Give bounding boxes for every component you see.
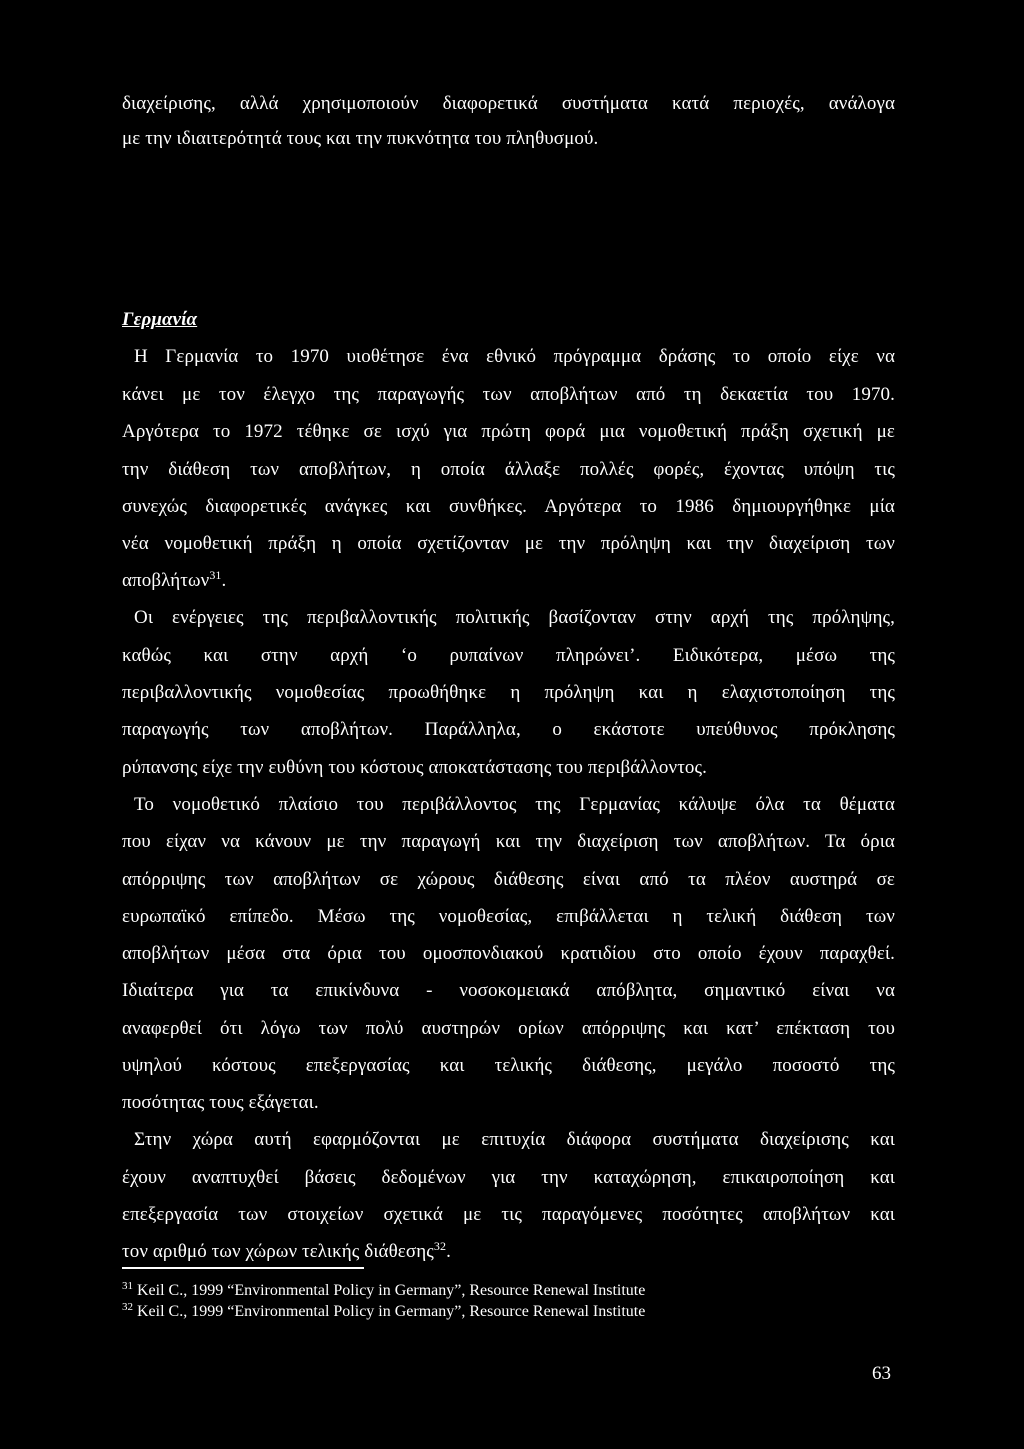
paragraph-3-line: υψηλού κόστους επεξεργασίας και τελικής διάθεσης, μεγάλο ποσοστό της	[122, 1055, 895, 1076]
paragraph-3-line: αναφερθεί ότι λόγω των πολύ αυστηρών ορίων απόρριψης και κατ’ επέκταση του	[122, 1018, 895, 1039]
intro-line-2: με την ιδιαιτερότητά τους και την πυκνότητα του πληθυσμού.	[122, 128, 599, 149]
footnote-ref-31[interactable]: 31	[209, 568, 222, 582]
intro-line-1: διαχείρισης, αλλά χρησιμοποιούν διαφορετικά συστήματα κατά περιοχές, ανάλογα	[122, 93, 895, 114]
page-number: 63	[872, 1363, 891, 1384]
paragraph-1-line: κάνει με τον έλεγχο της παραγωγής των αποβλήτων από τη δεκαετία του 1970.	[122, 384, 895, 405]
paragraph-3-line: Ιδιαίτερα για τα επικίνδυνα - νοσοκομειακά απόβλητα, σημαντικό είναι να	[122, 980, 895, 1001]
paragraph-3-line: Το νομοθετικό πλαίσιο του περιβάλλοντος της Γερμανίας κάλυψε όλα τα θέματα	[134, 794, 895, 815]
paragraph-4-line: Στην χώρα αυτή εφαρμόζονται με επιτυχία διάφορα συστήματα διαχείρισης και	[134, 1129, 895, 1150]
paragraph-3-line: ποσότητας τους εξάγεται.	[122, 1092, 319, 1113]
footnote-text: Keil C., 1999 “Environmental Policy in Germany”, Resource Renewal Institute	[137, 1303, 646, 1320]
paragraph-4-line: επεξεργασία των στοιχείων σχετικά με τις παραγόμενες ποσότητες αποβλήτων και	[122, 1204, 895, 1225]
section-heading: Γερμανία	[122, 309, 198, 330]
paragraph-1-line: την διάθεση των αποβλήτων, η οποία άλλαξε πολλές φορές, έχοντας υπόψη τις	[122, 459, 895, 480]
footnote-32	[122, 1302, 645, 1322]
footnote-separator	[122, 1267, 364, 1269]
paragraph-3-line: αποβλήτων μέσα στα όρια του ομοσπονδιακού κρατιδίου στο οποίο έχουν παραχθεί.	[122, 943, 895, 964]
paragraph-3-line: απόρριψης των αποβλήτων σε χώρους διάθεσης είναι από τα πλέον αυστηρά σε	[122, 869, 895, 890]
paragraph-1-last-line	[122, 567, 226, 595]
paragraph-1-line: Αργότερα το 1972 τέθηκε σε ισχύ για πρώτη φορά μια νομοθετική πράξη σχετική με	[122, 421, 895, 442]
paragraph-4-last-line	[122, 1238, 451, 1266]
paragraph-1-end: .	[221, 570, 227, 591]
paragraph-1-line: συνεχώς διαφορετικές ανάγκες και συνθήκες. Αργότερα το 1986 δημιουργήθηκε μία	[122, 496, 895, 517]
paragraph-3-line: ευρωπαϊκό επίπεδο. Μέσω της νομοθεσίας, επιβάλλεται η τελική διάθεση των	[122, 906, 895, 927]
paragraph-2-line: περιβαλλοντικής νομοθεσίας προωθήθηκε η πρόληψη και η ελαχιστοποίηση της	[122, 682, 895, 703]
footnote-number: 32	[122, 1301, 133, 1313]
paragraph-2-line: ρύπανσης είχε την ευθύνη του κόστους αποκατάστασης του περιβάλλοντος.	[122, 757, 708, 778]
paragraph-1-line: νέα νομοθετική πράξη η οποία σχετίζονταν με την πρόληψη και την διαχείριση των	[122, 533, 895, 554]
paragraph-4-line: έχουν αναπτυχθεί βάσεις δεδομένων για την καταχώρηση, επικαιροποίηση και	[122, 1167, 895, 1188]
paragraph-2-line: Οι ενέργειες της περιβαλλοντικής πολιτικής βασίζονταν στην αρχή της πρόληψης,	[134, 607, 895, 628]
footnote-text: Keil C., 1999 “Environmental Policy in Germany”, Resource Renewal Institute	[137, 1282, 646, 1299]
paragraph-3-line: που είχαν να κάνουν με την παραγωγή και την διαχείριση των αποβλήτων. Τα όρια	[122, 831, 895, 852]
footnote-31	[122, 1281, 645, 1301]
paragraph-2-line: παραγωγής των αποβλήτων. Παράλληλα, ο εκάστοτε υπεύθυνος πρόκλησης	[122, 719, 895, 740]
paragraph-1-line: Η Γερμανία το 1970 υιοθέτησε ένα εθνικό πρόγραμμα δράσης το οποίο είχε να	[134, 346, 895, 367]
paragraph-4-end: .	[446, 1241, 451, 1262]
paragraph-2-line: καθώς και στην αρχή ‘ο ρυπαίνων πληρώνει’. Ειδικότερα, μέσω της	[122, 645, 895, 666]
paragraph-1-last-text: αποβλήτων	[122, 570, 210, 591]
paragraph-4-last-text: τον αριθμό των χώρων τελικής διάθεσης	[122, 1241, 434, 1262]
footnote-ref-32[interactable]: 32	[433, 1239, 447, 1253]
footnote-number: 31	[122, 1280, 133, 1292]
